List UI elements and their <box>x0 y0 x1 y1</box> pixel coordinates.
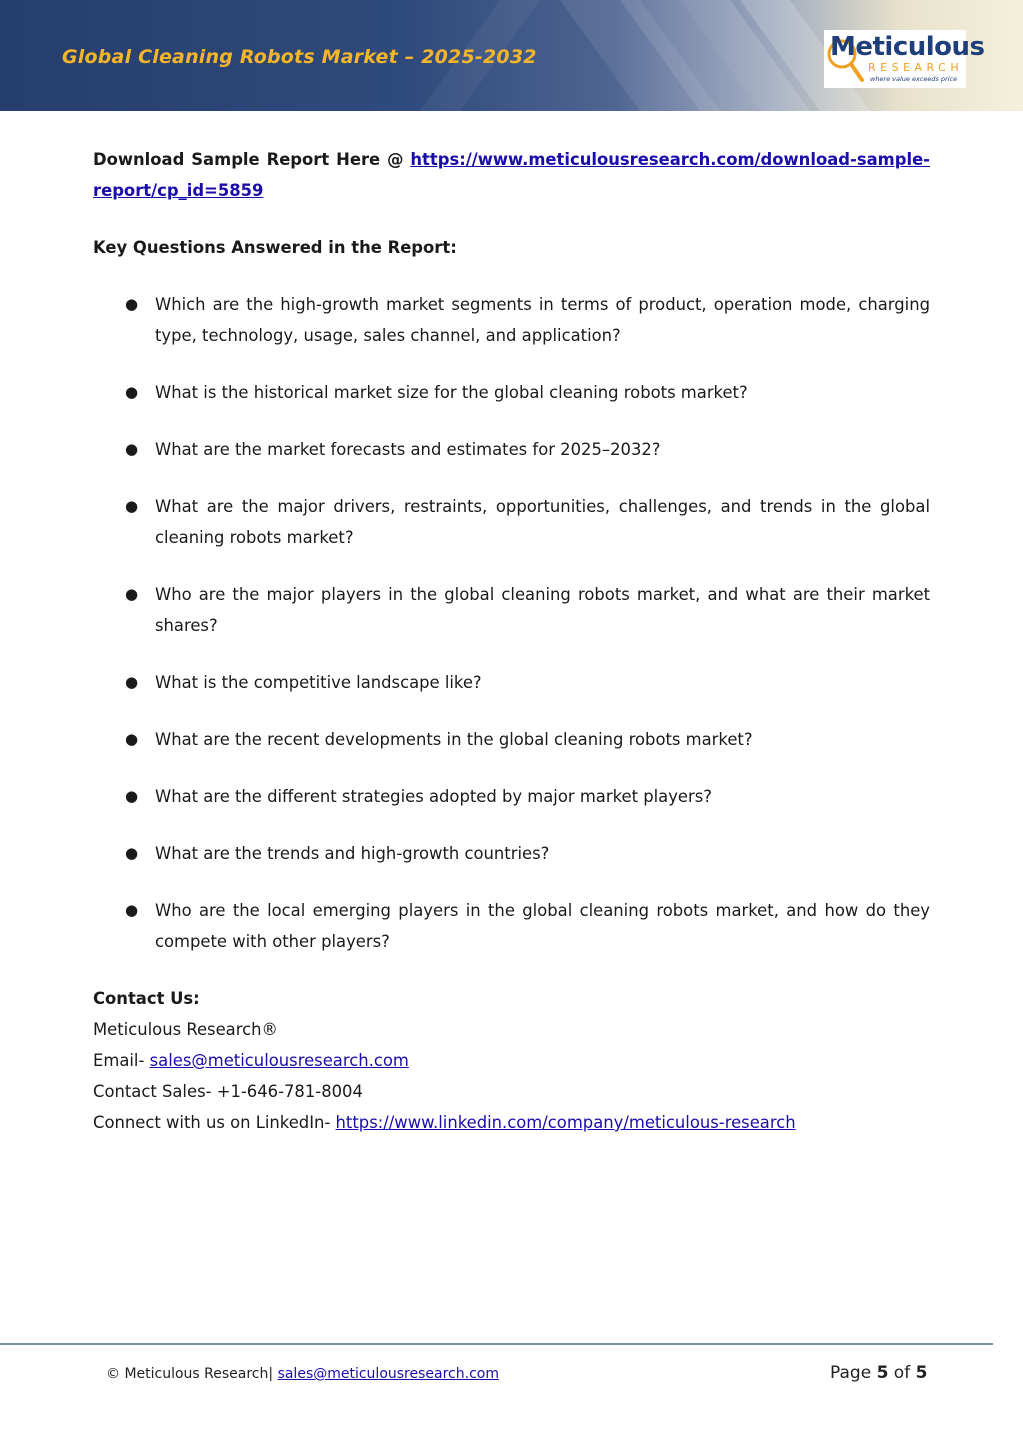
page-of: of <box>888 1363 916 1383</box>
linkedin-link[interactable]: https://www.linkedin.com/company/meticulous-research <box>335 1113 796 1132</box>
bullet-icon: ● <box>125 497 139 515</box>
logo-subtitle: RESEARCH <box>868 61 964 74</box>
bullet-icon: ● <box>125 787 139 805</box>
list-item <box>93 491 930 553</box>
list-item <box>93 667 930 698</box>
footer-divider <box>0 1343 993 1345</box>
footer-email-link[interactable]: sales@meticulousresearch.com <box>277 1366 499 1382</box>
contact-heading: Contact Us: <box>93 989 200 1008</box>
report-title: Global Cleaning Robots Market – 2025-2032 <box>62 46 537 68</box>
logo-tagline: where value exceeds price <box>870 75 958 83</box>
bullet-icon: ● <box>125 901 139 919</box>
download-label: Download Sample Report Here @ <box>93 150 411 169</box>
key-questions-heading: Key Questions Answered in the Report: <box>93 238 457 257</box>
logo-wordmark: Meticulous <box>830 32 985 62</box>
question-text: Who are the local emerging players in the global cleaning robots market, and how do they compete with other players? <box>155 901 930 951</box>
contact-section <box>93 983 930 1138</box>
question-text: What are the different strategies adopted by major market players? <box>155 787 712 806</box>
bullet-icon: ● <box>125 585 139 603</box>
question-text: Who are the major players in the global cleaning robots market, and what are their market shares? <box>155 585 930 635</box>
question-text: What are the major drivers, restraints, opportunities, challenges, and trends in the global cleaning robots market? <box>155 497 930 547</box>
list-item <box>93 838 930 869</box>
page-number <box>830 1363 927 1383</box>
bullet-icon: ● <box>125 295 139 313</box>
question-text: Which are the high-growth market segments in terms of product, operation mode, charging type, technology, usage, sales channel, and application? <box>155 295 930 345</box>
bullet-icon: ● <box>125 844 139 862</box>
list-item <box>93 895 930 957</box>
key-questions-list <box>93 289 930 957</box>
header-banner <box>0 0 1023 111</box>
page-prefix: Page <box>830 1363 877 1383</box>
download-sample-link[interactable]: https://www.meticulousresearch.com/download-sample-report/cp_id=5859 <box>93 150 930 200</box>
question-text: What are the market forecasts and estimates for 2025–2032? <box>155 440 661 459</box>
question-text: What is the historical market size for the global cleaning robots market? <box>155 383 748 402</box>
page-current: 5 <box>876 1363 889 1383</box>
contact-linkedin-line <box>93 1107 930 1138</box>
contact-sales-line: Contact Sales- +1-646-781-8004 <box>93 1082 363 1101</box>
contact-email-line <box>93 1045 930 1076</box>
page-content <box>93 144 930 1138</box>
list-item <box>93 579 930 641</box>
list-item <box>93 781 930 812</box>
email-label: Email- <box>93 1051 150 1070</box>
bullet-icon: ● <box>125 730 139 748</box>
question-text: What are the trends and high-growth countries? <box>155 844 550 863</box>
contact-email-link[interactable]: sales@meticulousresearch.com <box>149 1051 409 1070</box>
linkedin-label: Connect with us on LinkedIn- <box>93 1113 336 1132</box>
page-total: 5 <box>915 1363 928 1383</box>
bullet-icon: ● <box>125 383 139 401</box>
list-item <box>93 434 930 465</box>
footer-copyright <box>106 1366 499 1382</box>
bullet-icon: ● <box>125 440 139 458</box>
download-sample-paragraph <box>93 144 930 206</box>
list-item <box>93 289 930 351</box>
meticulous-research-logo <box>824 30 985 88</box>
question-text: What are the recent developments in the global cleaning robots market? <box>155 730 753 749</box>
question-text: What is the competitive landscape like? <box>155 673 482 692</box>
contact-company: Meticulous Research® <box>93 1020 278 1039</box>
list-item <box>93 724 930 755</box>
list-item <box>93 377 930 408</box>
copyright-text: © Meticulous Research| <box>106 1366 278 1382</box>
bullet-icon: ● <box>125 673 139 691</box>
